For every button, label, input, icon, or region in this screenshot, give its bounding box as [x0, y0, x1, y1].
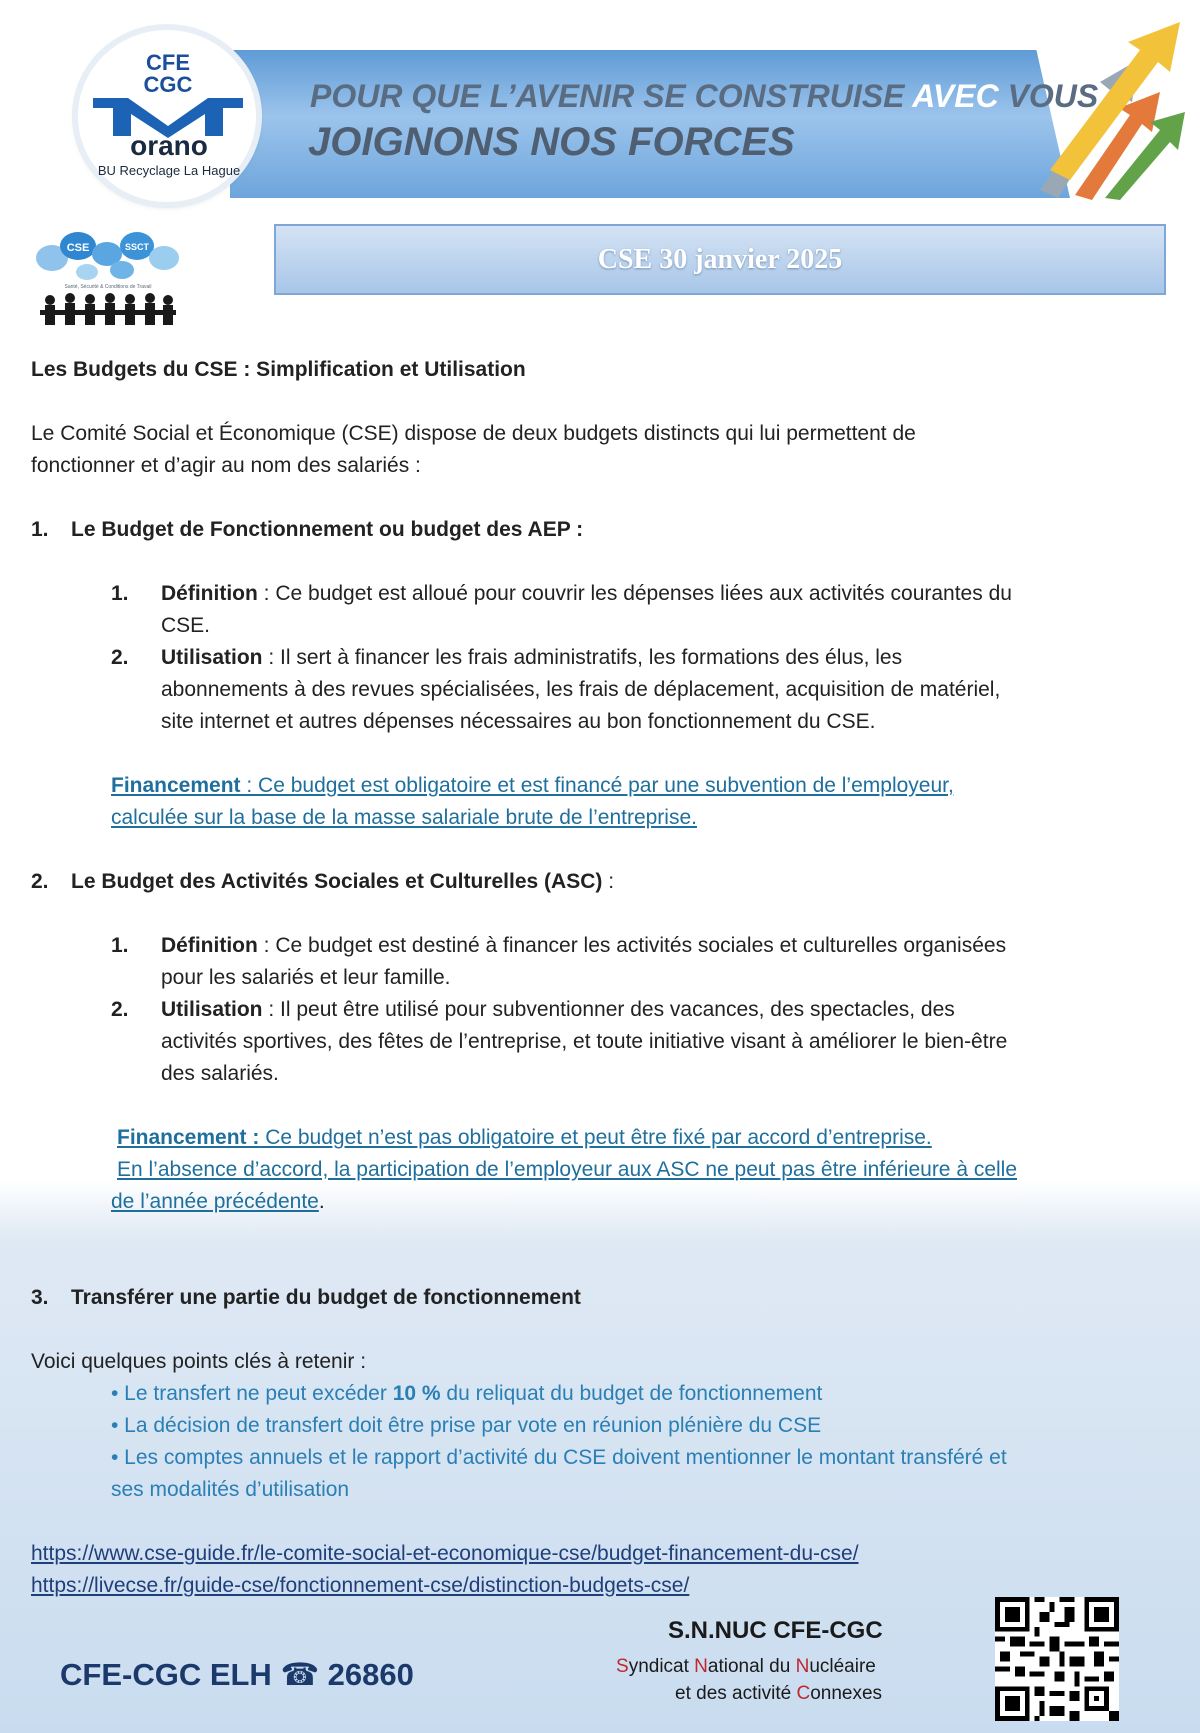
- s3-bullet-3-line-2: ses modalités d’utilisation: [111, 1478, 350, 1501]
- s1-utilisation-line-1: Utilisation : Il sert à financer les frais administratifs, les formations des élus, les: [161, 646, 903, 669]
- organization-title: S.N.NUC CFE-CGC: [668, 1617, 883, 1644]
- banner-slogan-line2: JOIGNONS NOS FORCES: [308, 120, 795, 164]
- organization-line-2: et des activité Connexes: [675, 1683, 883, 1704]
- s1-utilisation-line-2: abonnements à des revues spécialisées, les frais de déplacement, acquisition de matériel,: [161, 678, 1001, 701]
- intro-line-1: Le Comité Social et Économique (CSE) dispose de deux budgets distincts qui lui permettent de: [31, 422, 916, 445]
- s2-utilisation-line-2: activités sportives, des fêtes de l’entreprise, et toute initiative visant à améliorer le bien-être: [161, 1030, 1008, 1053]
- s2-financement-line-3: de l’année précédente.: [111, 1190, 325, 1213]
- s3-intro: Voici quelques points clés à retenir :: [31, 1350, 367, 1373]
- s3-bullet-2: • La décision de transfert doit être prise par vote en réunion plénière du CSE: [111, 1414, 822, 1437]
- intro-line-2: fonctionner et d’agir au nom des salariés :: [31, 454, 421, 477]
- document-title: CSE 30 janvier 2025: [597, 243, 843, 275]
- section-1-title: Le Budget de Fonctionnement ou budget des AEP :: [71, 518, 584, 541]
- s2-item-2-number: 2.: [111, 998, 129, 1021]
- ssct-bubble-label: SSCT: [124, 242, 150, 252]
- orano-logo-text: orano: [130, 130, 208, 161]
- s1-definition-line-1: Définition : Ce budget est alloué pour couvrir les dépenses liées aux activités courantes du: [161, 582, 1012, 605]
- reference-link-livecse[interactable]: https://livecse.fr/guide-cse/fonctionnement-cse/distinction-budgets-cse/: [31, 1574, 690, 1597]
- section-2-number: 2.: [31, 870, 49, 893]
- s1-financement-line-2: calculée sur la base de la masse salariale brute de l’entreprise.: [111, 806, 697, 829]
- s1-utilisation-line-3: site internet et autres dépenses nécessaires au bon fonctionnement du CSE.: [161, 710, 876, 733]
- cse-image-caption: Santé, Sécurité & Conditions de Travail: [64, 284, 152, 290]
- s1-financement-line-1: Financement : Ce budget est obligatoire et est financé par une subvention de l’employeur,: [111, 774, 954, 797]
- s1-definition-line-2: CSE.: [161, 614, 211, 637]
- s1-item-1-number: 1.: [111, 582, 129, 605]
- s3-bullet-3-line-1: • Les comptes annuels et le rapport d’activité du CSE doivent mentionner le montant transféré et: [111, 1446, 1007, 1469]
- section-2-title: Le Budget des Activités Sociales et Culturelles (ASC) :: [71, 870, 615, 893]
- qr-code-icon[interactable]: [995, 1597, 1119, 1721]
- banner-slogan: POUR QUE L’AVENIR SE CONSTRUISE AVEC VOUS: [310, 78, 1099, 114]
- rising-arrows-icon: [1020, 20, 1190, 200]
- cse-meeting-illustration: [12, 228, 204, 336]
- main-heading: Les Budgets du CSE : Simplification et Utilisation: [31, 358, 526, 381]
- contact-phone: CFE-CGC ELH ☎ 26860: [60, 1657, 414, 1692]
- cfe-cgc-logo-text: CFE CGC: [143, 50, 193, 97]
- reference-link-cse-guide[interactable]: https://www.cse-guide.fr/le-comite-social-et-economique-cse/budget-financement-du-cse/: [31, 1542, 859, 1565]
- cse-bubble-label: CSE: [66, 242, 90, 254]
- s2-definition-line-1: Définition : Ce budget est destiné à financer les activités sociales et culturelles organisées: [161, 934, 1007, 957]
- s2-utilisation-line-1: Utilisation : Il peut être utilisé pour subventionner des vacances, des spectacles, des: [161, 998, 955, 1021]
- phone-icon: ☎: [280, 1657, 320, 1692]
- s2-financement-line-1: Financement : Ce budget n’est pas obligatoire et peut être fixé par accord d’entreprise.: [117, 1126, 932, 1149]
- organization-line-1: Syndicat National du Nucléaire: [616, 1656, 876, 1677]
- s2-financement-line-2: En l’absence d’accord, la participation de l’employeur aux ASC ne peut pas être inférieure à celle: [117, 1158, 1018, 1181]
- s2-definition-line-2: pour les salariés et leur famille.: [161, 966, 451, 989]
- section-1-number: 1.: [31, 518, 49, 541]
- s1-item-2-number: 2.: [111, 646, 129, 669]
- document-title-box: [274, 224, 1166, 295]
- s2-utilisation-line-3: des salariés.: [161, 1062, 279, 1085]
- s3-bullet-1: • Le transfert ne peut excéder 10 % du reliquat du budget de fonctionnement: [111, 1382, 823, 1405]
- s2-item-1-number: 1.: [111, 934, 129, 957]
- section-3-number: 3.: [31, 1286, 49, 1309]
- section-3-title: Transférer une partie du budget de fonctionnement: [71, 1286, 581, 1309]
- header-banner: [0, 0, 1200, 215]
- logo-subtitle: BU Recyclage La Hague: [97, 163, 241, 178]
